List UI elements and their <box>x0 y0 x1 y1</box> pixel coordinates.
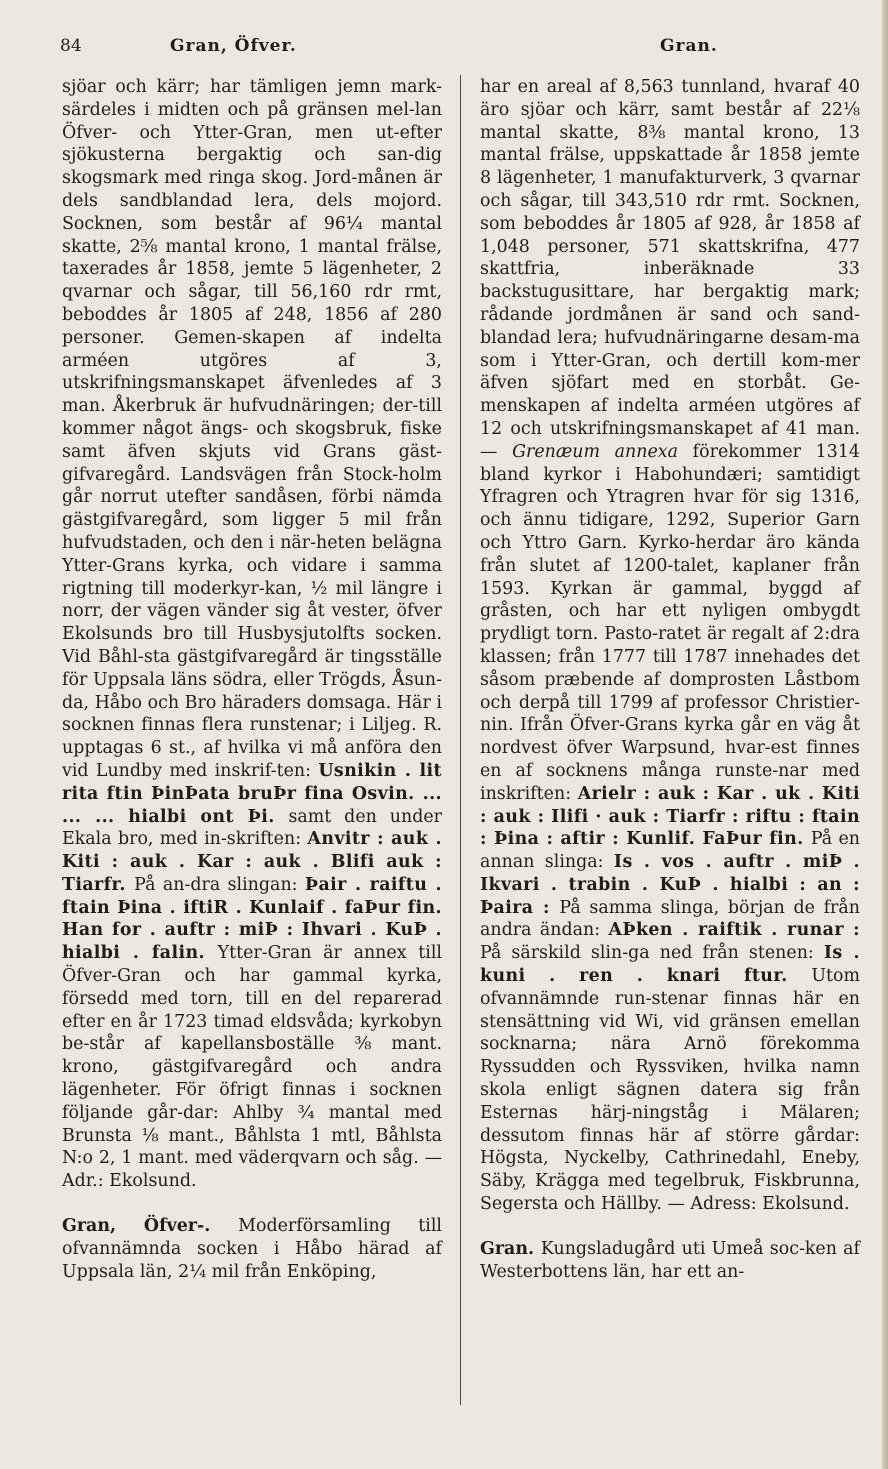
paragraph: På samma slinga, början de från andra ändan: <box>480 897 860 941</box>
paragraph: Kungsladugård uti Umeå soc-ken af Westerbottens län, har ett an- <box>480 1238 861 1282</box>
rune-inscription: Is . vos . auftr . miÞ . Ikvari . trabin . KuÞ . hialbi : an : Þaira : <box>480 852 860 918</box>
paragraph: På en annan slinga: <box>480 829 860 873</box>
italic-term: Grenæum annexa <box>512 441 693 462</box>
rune-inscription: Usnikin . lit rita ftin ÞinÞata bruÞr fina Osvin. ... ... ... hialbi ont Þi. <box>62 760 442 827</box>
rune-inscription: Þair . raiftu . ftain Þina . iftiR . Kunlaif . faÞur fin. Han for . auftr : miÞ : Ihvari . KuÞ . hialbi . falin. <box>62 874 442 964</box>
paragraph: har en areal af 8,563 tunnland, hvaraf 40 äro sjöar och kärr, samt består af 22⅛ mantal skatte, 8⅜ mantal krono, 13 mantal frälse, uppskattade år 1858 jemte 8 lägenheter, 1 manufakturverk, 3 qvarnar och sågar, till 343,510 rdr rmt. Socknen, som beboddes år 1805 af 928, år 1858 af 1,048 personer, 571 skattskrifna, 477 skattfria, inberäknade 33 backstugusittare, har bergaktig mark; rådande jordmånen är sand och sand-blandad lera; hufvudnäringarne desam-ma som i Ytter-Gran, och dertill kom-mer äfven sjöfart med en storbåt. Ge-menskapen af indelta arméen utgöres af 12 och utskrifningsmanskapet af 41 man. — <box>480 77 860 462</box>
paragraph: sjöar och kärr; har tämligen jemn mark-särdeles i midten och på gränsen mel-lan Öfver- och Ytter-Gran, men ut-efter sjökusterna bergaktig och san-dig skogsmark med ringa skog. Jord-månen är dels sandblandad lera, dels mojord. Socknen, som består af 96¼ mantal skatte, 2⅝ mantal krono, 1 mantal frälse, taxerades år 1858, jemte 5 lägenheter, 2 qvarnar och sågar, till 56,160 rdr rmt, beboddes år 1805 af 248, 1856 af 280 personer. Gemen-skapen af indelta arméen utgöres af 3, utskrifningsmanskapet äfvenledes af 3 man. Åkerbruk är hufvudnäringen; der-till kommer något ängs- och skogsbruk, fiske samt äfven skjuts vid Grans gäst-gifvaregård. Landsvägen från Stock-holm går norrut utefter sandåsen, förbi nämda gästgifvaregård, som ligger 5 mil från hufvudstaden, och den i när-heten belägna Ytter-Grans kyrka, och vidare i samma rigtning till moderkyr-kan, ½ mil längre i norr, der vägen vänder sig åt vester, öfver Ekolsunds bro till Husbysjutolfts socken. Vid Båhl-sta gästgifvaregård är tingsställe för Uppsala läns södra, eller Trögds, Åsun-da, Håbo och Bro häraders domsaga. Här i socknen finnas flera runstenar; i Liljeg. R. upptagas 6 st., af hvilka vi må anföra den vid Lundby med inskrif-ten: <box>62 77 442 781</box>
column-divider <box>460 75 461 1405</box>
paragraph: På an-dra slingan: <box>134 874 305 895</box>
right-column <box>480 76 860 1283</box>
header-left-title: Gran, Öfver. <box>170 36 297 56</box>
left-column <box>62 76 442 1283</box>
page-number: 84 <box>60 36 82 56</box>
paragraph: förekommer 1314 bland kyrkor i Habohundæri; samtidigt Yfragren och Ytragren hvar för sig 1316, och ännu tidigare, 1292, Superior Garn och Yttro Garn. Kyrko-herdar äro kända från slutet af 1200-talet, kaplaner från 1593. Kyrkan är gammal, byggd af gråsten, och har ett nyligen ombygdt prydligt torn. Pasto-ratet är regalt af 2:dra klassen; från 1777 till 1787 innehades det såsom præbende af domprosten Låstbom och derpå till 1799 af professor Christier-nin. Ifrån Öfver-Grans kyrka går en väg åt nordvest öfver Warpsund, hvar-est finnes en af socknens många runste-nar med inskriften: <box>480 441 860 804</box>
article-entry <box>62 1215 442 1283</box>
rune-inscription: Is . kuni . ren . knari ftur. <box>480 943 860 987</box>
paragraph: Ytter-Gran är annex till Öfver-Gran och har gammal kyrka, försedd med torn, till en del reparerad efter en år 1723 timad eldsvåda; kyrkobyn be-står af kapellansboställe ⅜ mant. krono, gästgifvaregård och andra lägenheter. För öfrigt finnas i socknen följande går-dar: Ahlby ¾ mantal med Brunsta ⅛ mant., Båhlsta 1 mtl, Båhlsta N:o 2, 1 mant. med väderqvarn och såg. — Adr.: Ekolsund. <box>62 943 442 1192</box>
rune-inscription: Anvitr : auk . Kiti : auk . Kar : auk . Blifi auk : Tiarfr. <box>62 829 442 895</box>
entry-headword: Gran. <box>480 1238 541 1259</box>
article-text <box>480 76 860 1216</box>
running-header <box>60 36 828 60</box>
article-entry <box>480 1238 860 1284</box>
paragraph: samt den under Ekala bro, med in-skriften: <box>62 806 442 850</box>
paragraph: På särskild slin-ga ned från stenen: <box>480 943 824 964</box>
header-right-title: Gran. <box>660 36 718 56</box>
paragraph: Utom ofvannämnde run-stenar finnas här en stensättning vid Wi, vid gränsen emellan socknarna; nära Arnö förekomma Ryssudden och Ryssviken, hvilka namn skola enligt sägnen datera sig från Esternas härj-ningståg i Mälaren; dessutom finnas här af större gårdar: Högsta, Nyckelby, Cathrinedahl, Eneby, Säby, Krägga med tegelbruk, Fiskbrunna, Segersta och Hällby. — Adress: Ekolsund. <box>480 966 860 1215</box>
article-text <box>62 76 442 1193</box>
rune-inscription: AÞken . raiftik . runar : <box>608 920 861 941</box>
page-edge <box>882 0 888 1469</box>
entry-headword: Gran, Öfver-. <box>62 1216 239 1237</box>
paragraph: Moderförsamling till ofvannämnda socken i Håbo härad af Uppsala län, 2¼ mil från Enköping, <box>62 1216 443 1282</box>
rune-inscription: Arielr : auk : Kar . uk . Kiti : auk : Ilifi · auk : Tiarfr : riftu : ftain : Þina : aftir : Kunlif. FaÞur fin. <box>480 783 860 850</box>
